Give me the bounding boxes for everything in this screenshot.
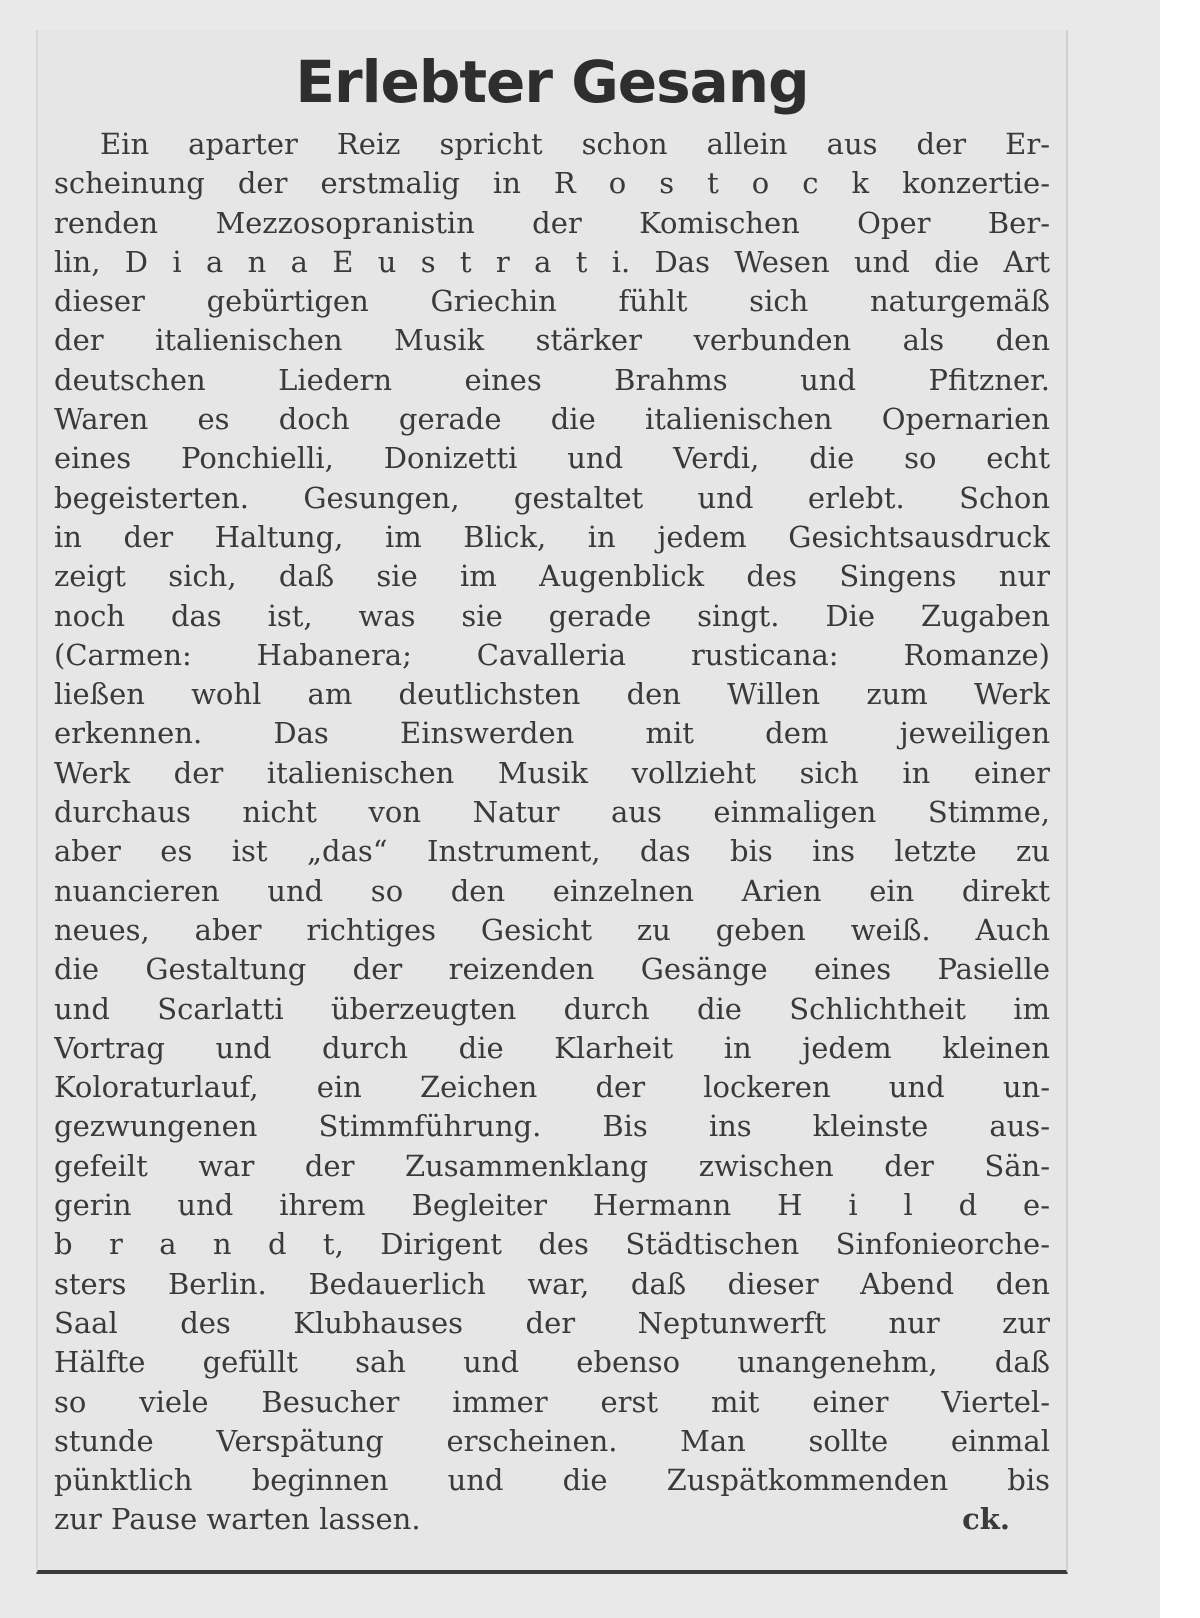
article-line: Saal des Klubhauses der Neptunwerft nur zur [54, 1305, 1050, 1340]
article-line: Vortrag und durch die Klarheit in jedem kleinen [54, 1030, 1050, 1065]
article-headline: Erlebter Gesang [295, 48, 809, 116]
article-line: gefeilt war der Zusammenklang zwischen der Sän- [54, 1148, 1050, 1183]
article-line: Ein aparter Reiz spricht schon allein aus der Er- [100, 127, 1050, 161]
article-line: in der Haltung, im Blick, in jedem Gesichtsausdruck [54, 519, 1050, 554]
article-line: Hälfte gefüllt sah und ebenso unangenehm, daß [54, 1345, 1050, 1380]
article-line: der italienischen Musik stärker verbunden als den [54, 323, 1050, 358]
article-line: stunde Verspätung erscheinen. Man sollte einmal [54, 1423, 1050, 1458]
article-line: gezwungenen Stimmführung. Bis ins kleinste aus- [54, 1109, 1050, 1144]
article-line: neues, aber richtiges Gesicht zu geben weiß. Auch [54, 912, 1050, 947]
article-line: Waren es doch gerade die italienischen Opernarien [54, 402, 1050, 437]
article-line: und Scarlatti überzeugten durch die Schlichtheit im [54, 991, 1050, 1026]
article-line: Koloraturlauf, ein Zeichen der lockeren und un- [54, 1070, 1050, 1105]
article-line: aber es ist „das“ Instrument, das bis ins letzte zu [54, 834, 1050, 869]
article-line: (Carmen: Habanera; Cavalleria rusticana: Romanze) [54, 637, 1050, 672]
article-line: zeigt sich, daß sie im Augenblick des Singens nur [54, 559, 1050, 594]
article-line: Werk der italienischen Musik vollzieht sich in einer [54, 755, 1050, 790]
article-line: die Gestaltung der reizenden Gesänge eines Pasielle [54, 952, 1050, 987]
article-line: sters Berlin. Bedauerlich war, daß dieser Abend den [54, 1266, 1050, 1301]
author-signature: ck. [962, 1502, 1010, 1537]
article-line: erkennen. Das Einswerden mit dem jeweiligen [54, 716, 1050, 751]
closing-sentence: zur Pause warten lassen. [54, 1502, 421, 1537]
article-line: pünktlich beginnen und die Zuspätkommenden bis [54, 1463, 1050, 1498]
article-line: so viele Besucher immer erst mit einer Viertel- [54, 1384, 1050, 1419]
article-line: dieser gebürtigen Griechin fühlt sich naturgemäß [54, 284, 1050, 319]
article-line: lin, D i a n a E u s t r a t i. Das Wesen und die Art [54, 244, 1050, 279]
article-body [54, 125, 1050, 1540]
article-last-line [54, 1500, 1050, 1539]
article-line: durchaus nicht von Natur aus einmaligen Stimme, [54, 795, 1050, 830]
article-line: begeisterten. Gesungen, gestaltet und erlebt. Schon [54, 480, 1050, 515]
newspaper-clipping [36, 30, 1068, 1574]
article-line: gerin und ihrem Begleiter Hermann H i l d e- [54, 1188, 1050, 1223]
article-line: scheinung der erstmalig in R o s t o c k konzertie- [54, 166, 1050, 201]
article-line: b r a n d t, Dirigent des Städtischen Sinfonieorche- [54, 1227, 1050, 1262]
article-line: renden Mezzosopranistin der Komischen Oper Ber- [54, 205, 1050, 240]
article-line: ließen wohl am deutlichsten den Willen zum Werk [54, 677, 1050, 712]
article-line: nuancieren und so den einzelnen Arien ein direkt [54, 873, 1050, 908]
article-line: noch das ist, was sie gerade singt. Die Zugaben [54, 598, 1050, 633]
article-line: eines Ponchielli, Donizetti und Verdi, die so echt [54, 441, 1050, 476]
article-line: deutschen Liedern eines Brahms und Pfitzner. [54, 362, 1050, 397]
